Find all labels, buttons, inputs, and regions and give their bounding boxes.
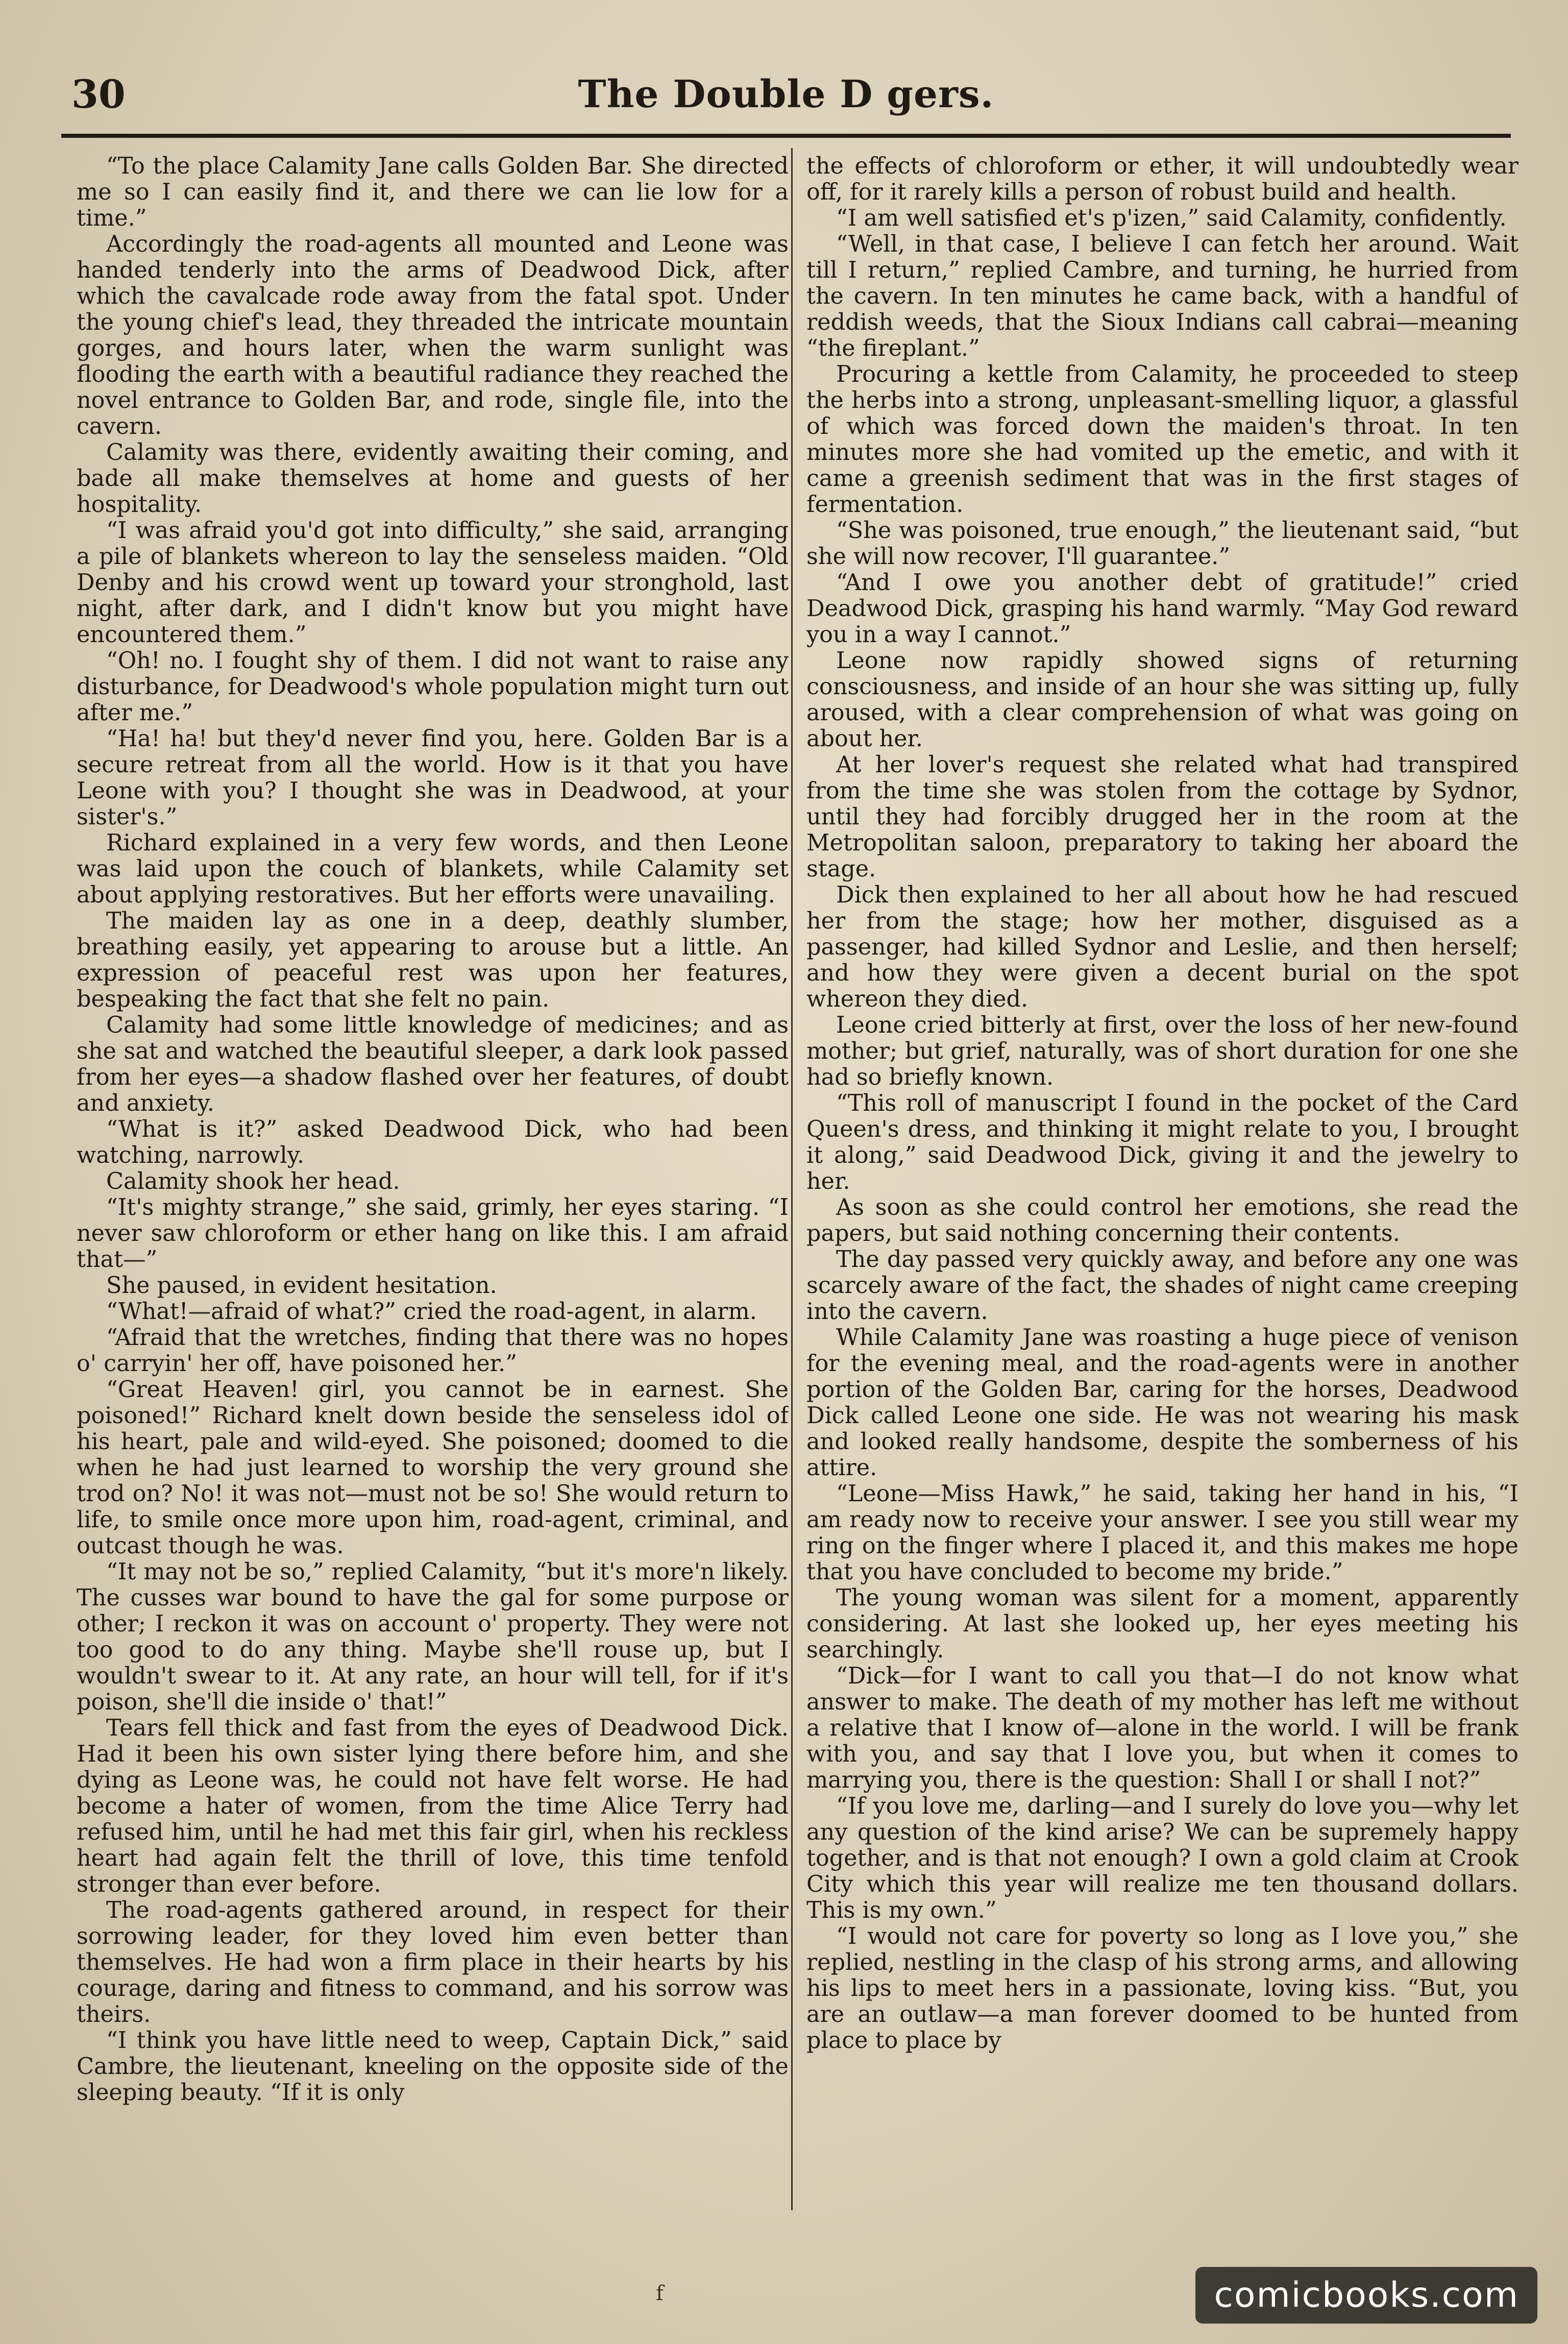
paragraph: “It may not be so,” replied Calamity, “but it's more'n likely. The cusses war bound to have the gal for some purpose or other; I reckon it was on account o' property. They were not too good to do any thing. Maybe she'll rouse up, but I wouldn't swear to it. At any rate, an hour will tell, for if it's poison, she'll die inside o' that!” (77, 1559, 789, 1715)
watermark-link[interactable]: comicbooks.com (1195, 2267, 1537, 2324)
page-number: 30 (71, 71, 126, 117)
paragraph: “And I owe you another debt of gratitude!” cried Deadwood Dick, grasping his hand warmly. “May God reward you in a way I cannot.” (806, 570, 1518, 648)
paragraph: The maiden lay as one in a deep, deathly slumber, breathing easily, yet appearing to arouse but a little. An expression of peaceful rest was upon her features, bespeaking the fact that she felt no pain. (77, 908, 789, 1012)
paragraph: Tears fell thick and fast from the eyes of Deadwood Dick. Had it been his own sister lying there before him, and she dying as Leone was, he could not have felt worse. He had become a hater of women, from the time Alice Terry had refused him, until he had met this fair girl, when his reckless heart had again felt the thrill of love, this time tenfold stronger than ever before. (77, 1715, 789, 1897)
paragraph: the effects of chloroform or ether, it will undoubtedly wear off, for it rarely kills a person of robust build and health. (806, 153, 1518, 205)
right-text-column (806, 153, 1518, 2215)
paragraph: “This roll of manuscript I found in the pocket of the Card Queen's dress, and thinking it might relate to you, I brought it along,” said Deadwood Dick, giving it and the jewelry to her. (806, 1090, 1518, 1194)
paragraph: Accordingly the road-agents all mounted and Leone was handed tenderly into the arms of Deadwood Dick, after which the cavalcade rode away from the fatal spot. Under the young chief's lead, they threaded the intricate mountain gorges, and hours later, when the warm sunlight was flooding the earth with a beautiful radiance they reached the novel entrance to Golden Bar, and rode, single file, into the cavern. (77, 231, 789, 440)
paragraph: As soon as she could control her emotions, she read the papers, but said nothing concerning their contents. (806, 1194, 1518, 1247)
paragraph: The road-agents gathered around, in respect for their sorrowing leader, for they loved him even better than themselves. He had won a firm place in their hearts by his courage, daring and fitness to command, and his sorrow was theirs. (77, 1897, 789, 2028)
paragraph: “Ha! ha! but they'd never find you, here. Golden Bar is a secure retreat from all the world. How is it that you have Leone with you? I thought she was in Deadwood, at your sister's.” (77, 726, 789, 830)
paragraph: “If you love me, darling—and I surely do love you—why let any question of the kind arise? We can be supremely happy together, and is that not enough? I own a gold claim at Crook City which this year will realize me ten thousand dollars. This is my own.” (806, 1793, 1518, 1923)
paragraph: Leone now rapidly showed signs of returning consciousness, and inside of an hour she was sitting up, fully aroused, with a clear comprehension of what was going on about her. (806, 648, 1518, 752)
paragraph: “What is it?” asked Deadwood Dick, who had been watching, narrowly. (77, 1116, 789, 1168)
paragraph: Leone cried bitterly at first, over the loss of her new-found mother; but grief, naturally, was of short duration for one she had so briefly known. (806, 1012, 1518, 1090)
paragraph: “I think you have little need to weep, Captain Dick,” said Cambre, the lieutenant, kneeling on the opposite side of the sleeping beauty. “If it is only (77, 2028, 789, 2106)
paragraph: “It's mighty strange,” she said, grimly, her eyes staring. “I never saw chloroform or ether hang on like this. I am afraid that—” (77, 1194, 789, 1273)
paragraph: “To the place Calamity Jane calls Golden Bar. She directed me so I can easily find it, and there we can lie low for a time.” (77, 153, 789, 231)
running-title: The Double D gers. (578, 72, 994, 116)
paragraph: Calamity had some little knowledge of medicines; and as she sat and watched the beautiful sleeper, a dark look passed from her eyes—a shadow flashed over her features, of doubt and anxiety. (77, 1012, 789, 1116)
header-rule (61, 134, 1511, 138)
paragraph: “Dick—for I want to call you that—I do not know what answer to make. The death of my mother has left me without a relative that I know of—alone in the world. I will be frank with you, and say that I love you, but when it comes to marrying you, there is the question: Shall I or shall I not?” (806, 1663, 1518, 1793)
paragraph: “I am well satisfied et's p'izen,” said Calamity, confidently. (836, 205, 1507, 231)
paragraph: “What!—afraid of what?” cried the road-agent, in alarm. (106, 1299, 757, 1325)
paragraph: Richard explained in a very few words, and then Leone was laid upon the couch of blankets, while Calamity set about applying restoratives. But her efforts were unavailing. (77, 830, 789, 908)
paragraph: Procuring a kettle from Calamity, he proceeded to steep the herbs into a strong, unpleasant-smelling liquor, a glassful of which was forced down the maiden's throat. In ten minutes more she had vomited up the emetic, and with it came a greenish sediment that was in the first stages of fermentation. (806, 361, 1518, 518)
column-divider (791, 148, 793, 2210)
paragraph: The day passed very quickly away, and before any one was scarcely aware of the fact, the shades of night came creeping into the cavern. (806, 1247, 1518, 1325)
paragraph: “I was afraid you'd got into difficulty,” she said, arranging a pile of blankets whereon to lay the senseless maiden. “Old Denby and his crowd went up toward your stronghold, last night, after dark, and I didn't know but you might have encountered them.” (77, 518, 789, 648)
paragraph: “Oh! no. I fought shy of them. I did not want to raise any disturbance, for Deadwood's whole population might turn out after me.” (77, 648, 789, 726)
paragraph: “Leone—Miss Hawk,” he said, taking her hand in his, “I am ready now to receive your answer. I see you still wear my ring on the finger where I placed it, and this makes me hope that you have concluded to become my bride.” (806, 1481, 1518, 1585)
paragraph: “Great Heaven! girl, you cannot be in earnest. She poisoned!” Richard knelt down beside the senseless idol of his heart, pale and wild-eyed. She poisoned; doomed to die when he had just learned to worship the very ground she trod on? No! it was not—must not be so! She would return to life, to smile once more upon him, road-agent, criminal, and outcast though he was. (77, 1377, 789, 1559)
left-text-column (77, 153, 789, 2215)
paragraph: She paused, in evident hesitation. (106, 1273, 497, 1299)
paragraph: The young woman was silent for a moment, apparently considering. At last she looked up, her eyes meeting his searchingly. (806, 1585, 1518, 1663)
paragraph: Calamity shook her head. (106, 1168, 400, 1194)
paragraph: At her lover's request she related what had transpired from the time she was stolen from the cottage by Sydnor, until they had forcibly drugged her in the room at the Metropolitan saloon, preparatory to taking her aboard the stage. (806, 752, 1518, 882)
paragraph: Dick then explained to her all about how he had rescued her from the stage; how her mother, disguised as a passenger, had killed Sydnor and Leslie, and then herself; and how they were given a decent burial on the spot whereon they died. (806, 882, 1518, 1012)
paragraph: “Well, in that case, I believe I can fetch her around. Wait till I return,” replied Cambre, and turning, he hurried from the cavern. In ten minutes he came back, with a handful of reddish weeds, that the Sioux Indians call cabrai—meaning “the fireplant.” (806, 231, 1518, 361)
paragraph: While Calamity Jane was roasting a huge piece of venison for the evening meal, and the road-agents were in another portion of the Golden Bar, caring for the horses, Deadwood Dick called Leone one side. He was not wearing his mask and looked really handsome, despite the somberness of his attire. (806, 1325, 1518, 1481)
paragraph: “She was poisoned, true enough,” the lieutenant said, “but she will now recover, I'll guarantee.” (806, 518, 1518, 570)
paragraph: Calamity was there, evidently awaiting their coming, and bade all make themselves at home and guests of her hospitality. (77, 440, 789, 518)
page-header (61, 61, 1511, 138)
paragraph: “I would not care for poverty so long as I love you,” she replied, nestling in the clasp of his strong arms, and allowing his lips to meet hers in a passionate, loving kiss. “But, you are an outlaw—a man forever doomed to be hunted from place to place by (806, 1923, 1518, 2054)
folio-mark: f (656, 2282, 664, 2305)
paragraph: “Afraid that the wretches, finding that there was no hopes o' carryin' her off, have poisoned her.” (77, 1325, 789, 1377)
